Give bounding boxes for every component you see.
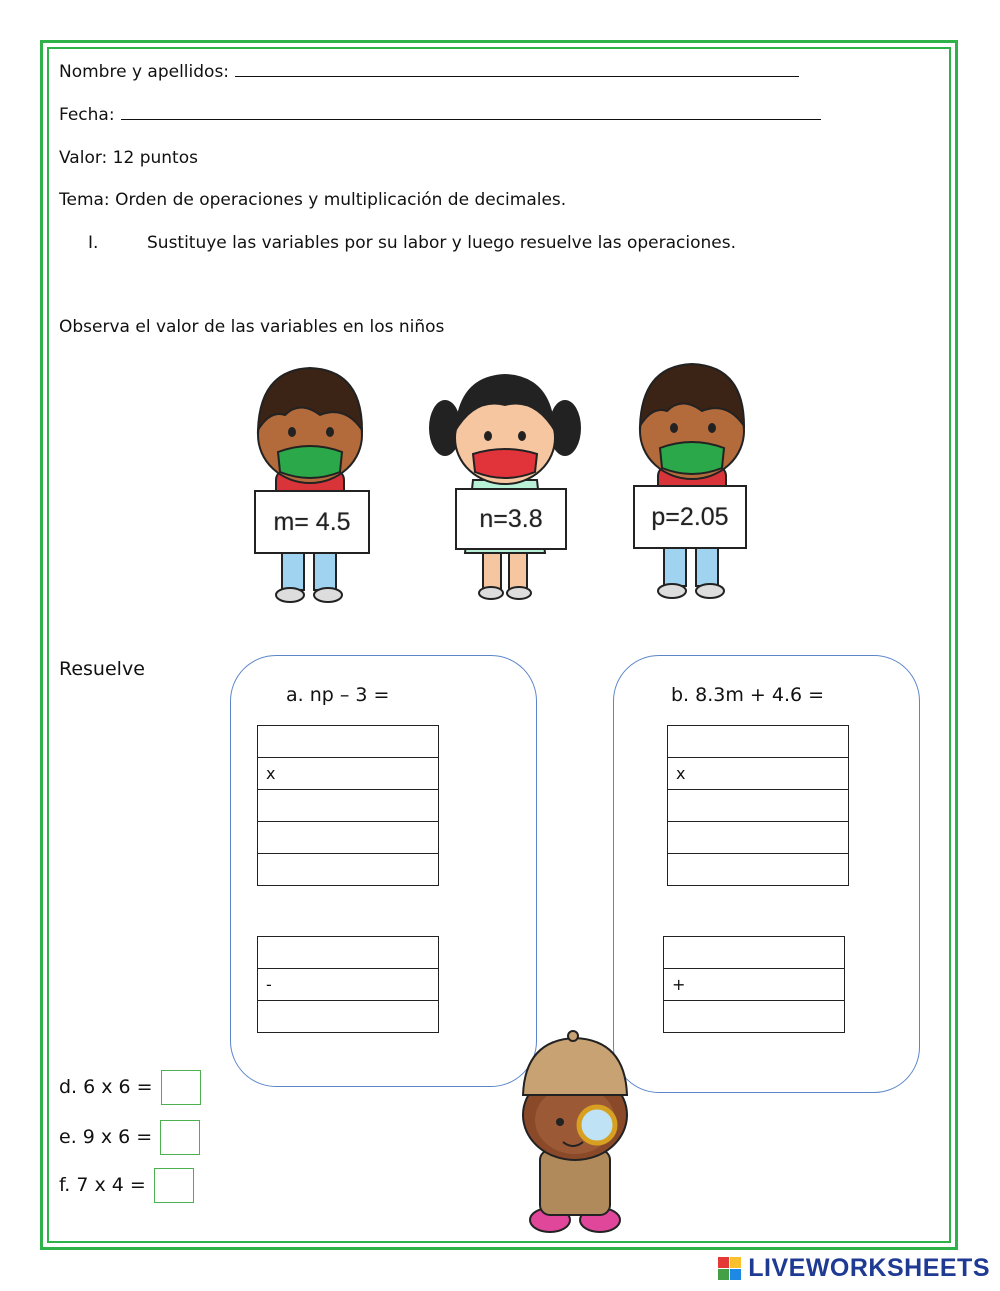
- question-d-text: d. 6 x 6 =: [59, 1076, 153, 1098]
- sign-p: p=2.05: [633, 485, 747, 549]
- detective-illustration: [505, 1030, 645, 1235]
- date-label: Fecha:: [59, 105, 115, 125]
- logo-text: LIVEWORKSHEETS: [748, 1254, 990, 1282]
- grid-row[interactable]: [664, 937, 845, 969]
- instruction-number: I.: [88, 233, 99, 253]
- grid-row[interactable]: [258, 1001, 439, 1033]
- observe-text: Observa el valor de las variables en los niños: [59, 317, 445, 337]
- grid-row[interactable]: [258, 937, 439, 969]
- kid-boy-2-illustration: [622, 356, 762, 601]
- kid-girl-illustration: [425, 368, 585, 603]
- grid-row[interactable]: [664, 1001, 845, 1033]
- name-label: Nombre y apellidos:: [59, 62, 230, 82]
- kid-boy-1-illustration: [240, 360, 380, 605]
- name-line: [59, 62, 799, 82]
- problem-a-title: a. np – 3 =: [286, 684, 390, 706]
- logo-icon: [718, 1257, 741, 1280]
- sign-n: n=3.8: [455, 488, 567, 550]
- problem-b-mult-grid: [667, 725, 849, 886]
- problem-b-title: b. 8.3m + 4.6 =: [671, 684, 825, 706]
- liveworksheets-logo[interactable]: [718, 1254, 990, 1283]
- answer-box-f[interactable]: [154, 1168, 194, 1203]
- instruction-text: Sustituye las variables por su labor y luego resuelve las operaciones.: [147, 233, 737, 253]
- problem-b-add-grid: [663, 936, 845, 1033]
- answer-box-e[interactable]: [160, 1120, 200, 1155]
- value-label: Valor: 12 puntos: [59, 148, 198, 168]
- grid-row[interactable]: [258, 822, 439, 854]
- problem-a-mult-grid: [257, 725, 439, 886]
- date-field[interactable]: [121, 105, 821, 120]
- question-d: [59, 1070, 201, 1105]
- question-e-text: e. 9 x 6 =: [59, 1126, 153, 1148]
- grid-row[interactable]: [664, 969, 845, 1001]
- grid-row[interactable]: [258, 758, 439, 790]
- grid-row[interactable]: [668, 790, 849, 822]
- problem-a-sub-grid: [257, 936, 439, 1033]
- grid-row[interactable]: [258, 790, 439, 822]
- question-f-text: f. 7 x 4 =: [59, 1174, 146, 1196]
- grid-row[interactable]: [258, 969, 439, 1001]
- grid-row[interactable]: [668, 758, 849, 790]
- resuelve-label: Resuelve: [59, 658, 145, 680]
- topic-label: Tema: Orden de operaciones y multiplicación de decimales.: [59, 190, 567, 210]
- sign-m: m= 4.5: [254, 490, 370, 554]
- grid-row[interactable]: [668, 822, 849, 854]
- question-e: [59, 1120, 200, 1155]
- grid-row[interactable]: [258, 854, 439, 886]
- mult-sign: x: [258, 758, 439, 790]
- grid-row[interactable]: [668, 726, 849, 758]
- add-sign: +: [664, 969, 845, 1001]
- sub-sign: -: [258, 969, 439, 1001]
- mult-sign: x: [668, 758, 849, 790]
- answer-box-d[interactable]: [161, 1070, 201, 1105]
- grid-row[interactable]: [258, 726, 439, 758]
- name-field[interactable]: [235, 62, 799, 77]
- grid-row[interactable]: [668, 854, 849, 886]
- date-line: [59, 105, 821, 125]
- question-f: [59, 1168, 194, 1203]
